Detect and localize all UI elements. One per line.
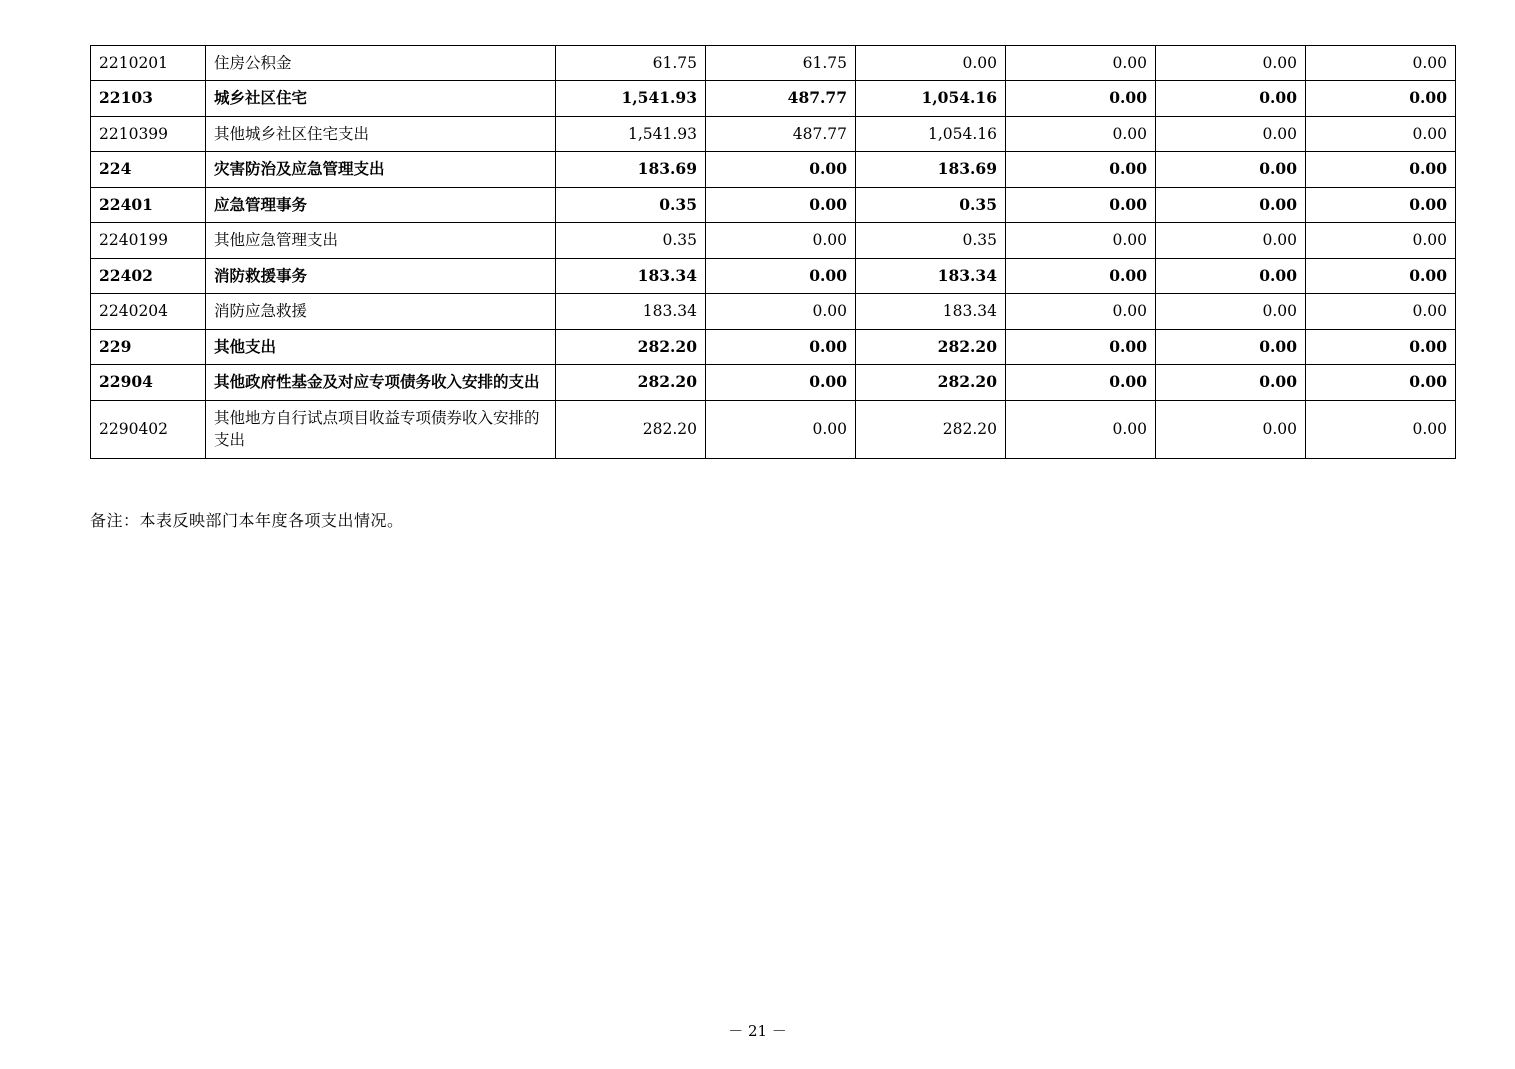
cell-amount: 0.00 — [1006, 258, 1156, 293]
cell-subject-name: 其他地方自行试点项目收益专项债券收入安排的支出 — [206, 400, 556, 458]
cell-subject-name: 其他应急管理支出 — [206, 223, 556, 258]
cell-subject-code: 22904 — [91, 365, 206, 400]
cell-amount: 183.34 — [856, 294, 1006, 329]
cell-amount: 61.75 — [706, 46, 856, 81]
cell-amount: 1,054.16 — [856, 81, 1006, 116]
table-row — [91, 152, 1456, 187]
cell-amount: 183.69 — [856, 152, 1006, 187]
cell-subject-name: 其他政府性基金及对应专项债务收入安排的支出 — [206, 365, 556, 400]
cell-amount: 0.00 — [1006, 152, 1156, 187]
table-row — [91, 81, 1456, 116]
cell-amount: 0.00 — [1306, 365, 1456, 400]
table-row — [91, 329, 1456, 364]
cell-subject-name: 住房公积金 — [206, 46, 556, 81]
cell-amount: 183.34 — [556, 258, 706, 293]
cell-amount: 0.00 — [1006, 187, 1156, 222]
table-row — [91, 116, 1456, 151]
cell-amount: 0.00 — [1156, 81, 1306, 116]
cell-amount: 0.00 — [706, 258, 856, 293]
cell-amount: 0.00 — [1306, 116, 1456, 151]
page-number: － 21 － — [728, 1022, 787, 1040]
cell-subject-name: 消防应急救援 — [206, 294, 556, 329]
cell-amount: 282.20 — [856, 329, 1006, 364]
cell-amount: 0.00 — [706, 329, 856, 364]
cell-amount: 0.00 — [1006, 365, 1156, 400]
cell-amount: 0.00 — [1156, 400, 1306, 458]
cell-amount: 0.00 — [1006, 329, 1156, 364]
cell-subject-code: 22401 — [91, 187, 206, 222]
table-row — [91, 365, 1456, 400]
cell-amount: 0.35 — [856, 187, 1006, 222]
cell-amount: 1,541.93 — [556, 116, 706, 151]
cell-amount: 0.00 — [1306, 187, 1456, 222]
cell-amount: 0.00 — [1156, 294, 1306, 329]
cell-amount: 0.00 — [1306, 46, 1456, 81]
cell-amount: 0.00 — [1156, 258, 1306, 293]
cell-amount: 0.00 — [706, 187, 856, 222]
cell-amount: 0.35 — [856, 223, 1006, 258]
cell-subject-name: 其他城乡社区住宅支出 — [206, 116, 556, 151]
table-row — [91, 223, 1456, 258]
cell-amount: 0.00 — [1006, 223, 1156, 258]
cell-amount: 487.77 — [706, 116, 856, 151]
cell-amount: 282.20 — [556, 365, 706, 400]
cell-subject-name: 城乡社区住宅 — [206, 81, 556, 116]
budget-table — [90, 45, 1456, 459]
cell-amount: 0.00 — [1006, 400, 1156, 458]
cell-subject-code: 224 — [91, 152, 206, 187]
cell-amount: 0.00 — [1156, 329, 1306, 364]
cell-amount: 0.00 — [1306, 400, 1456, 458]
cell-amount: 0.35 — [556, 223, 706, 258]
cell-amount: 1,054.16 — [856, 116, 1006, 151]
cell-amount: 0.00 — [1006, 294, 1156, 329]
cell-subject-code: 229 — [91, 329, 206, 364]
cell-amount: 0.00 — [706, 365, 856, 400]
table-row — [91, 258, 1456, 293]
cell-subject-code: 2210201 — [91, 46, 206, 81]
cell-amount: 0.00 — [706, 223, 856, 258]
cell-amount: 0.00 — [1306, 329, 1456, 364]
cell-subject-code: 2240204 — [91, 294, 206, 329]
table-row — [91, 187, 1456, 222]
cell-amount: 0.00 — [1156, 187, 1306, 222]
cell-amount: 0.00 — [1306, 223, 1456, 258]
table-row — [91, 400, 1456, 458]
cell-amount: 0.35 — [556, 187, 706, 222]
cell-subject-name: 应急管理事务 — [206, 187, 556, 222]
cell-amount: 0.00 — [1156, 116, 1306, 151]
cell-amount: 1,541.93 — [556, 81, 706, 116]
cell-amount: 0.00 — [1306, 258, 1456, 293]
table-row — [91, 46, 1456, 81]
cell-amount: 0.00 — [1006, 81, 1156, 116]
cell-subject-name: 消防救援事务 — [206, 258, 556, 293]
cell-subject-code: 2210399 — [91, 116, 206, 151]
cell-amount: 183.34 — [556, 294, 706, 329]
cell-amount: 282.20 — [556, 329, 706, 364]
cell-amount: 0.00 — [1156, 365, 1306, 400]
cell-amount: 282.20 — [556, 400, 706, 458]
cell-amount: 183.69 — [556, 152, 706, 187]
cell-amount: 487.77 — [706, 81, 856, 116]
cell-subject-code: 22402 — [91, 258, 206, 293]
cell-subject-code: 22103 — [91, 81, 206, 116]
cell-amount: 0.00 — [1156, 223, 1306, 258]
cell-amount: 0.00 — [706, 400, 856, 458]
cell-amount: 0.00 — [1156, 46, 1306, 81]
cell-amount: 0.00 — [1306, 294, 1456, 329]
cell-amount: 0.00 — [1306, 152, 1456, 187]
cell-amount: 183.34 — [856, 258, 1006, 293]
table-row — [91, 294, 1456, 329]
cell-amount: 0.00 — [856, 46, 1006, 81]
cell-amount: 282.20 — [856, 365, 1006, 400]
cell-subject-name: 灾害防治及应急管理支出 — [206, 152, 556, 187]
cell-subject-code: 2240199 — [91, 223, 206, 258]
cell-amount: 0.00 — [706, 294, 856, 329]
cell-amount: 61.75 — [556, 46, 706, 81]
table-body — [91, 46, 1456, 459]
cell-amount: 0.00 — [706, 152, 856, 187]
budget-table-container — [90, 45, 1447, 459]
cell-amount: 0.00 — [1306, 81, 1456, 116]
cell-amount: 0.00 — [1156, 152, 1306, 187]
table-note: 备注：本表反映部门本年度各项支出情况。 — [90, 511, 404, 530]
cell-amount: 282.20 — [856, 400, 1006, 458]
cell-amount: 0.00 — [1006, 46, 1156, 81]
cell-subject-code: 2290402 — [91, 400, 206, 458]
cell-subject-name: 其他支出 — [206, 329, 556, 364]
cell-amount: 0.00 — [1006, 116, 1156, 151]
